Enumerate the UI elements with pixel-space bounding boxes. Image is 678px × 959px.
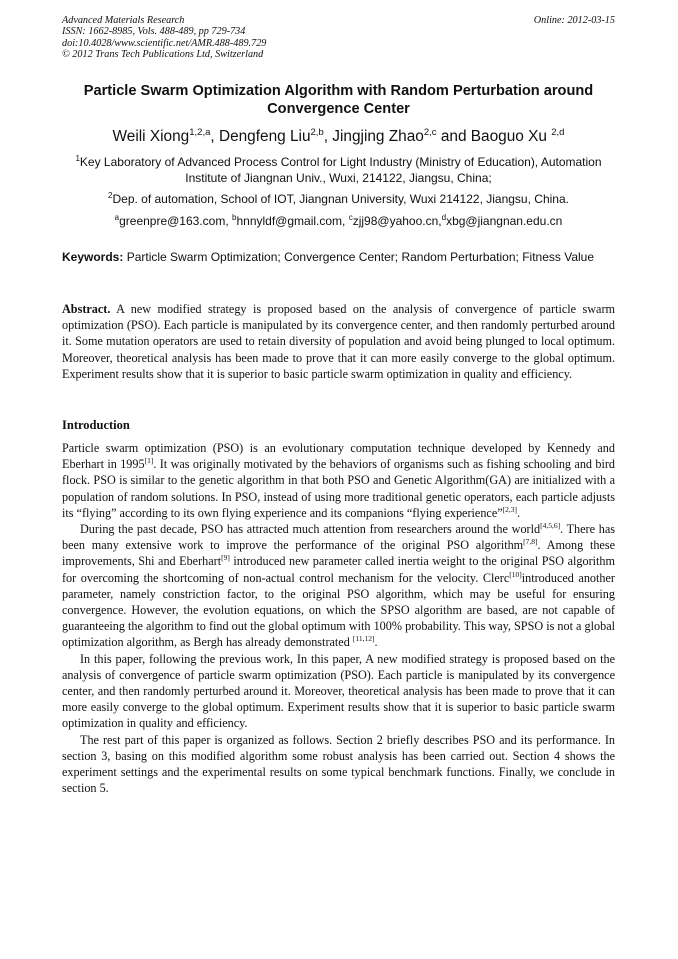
author-name: Dengfeng Liu (218, 128, 311, 145)
paragraph (62, 732, 615, 797)
paragraph (62, 521, 615, 651)
author-list (62, 128, 615, 146)
affiliation-mark: 1 (75, 154, 80, 163)
paragraph-text: . Among these improvements, Shi and Eberhart (62, 538, 615, 569)
email-mark: c (348, 213, 353, 222)
journal-header (62, 15, 442, 61)
paragraph-text: . There has been many extensive work to improve the performance of the original PSO algorithm (62, 522, 615, 553)
citation: [1] (144, 456, 154, 466)
affiliation-1 (62, 155, 615, 186)
journal-issn: ISSN: 1662-8985, Vols. 488-489, pp 729-734 (62, 26, 246, 38)
introduction-body (62, 440, 615, 796)
journal-doi: doi:10.4028/www.scientific.net/AMR.488-489.729 (62, 37, 267, 49)
affiliation-text: Dep. of automation, School of IOT, Jiangnan University, Wuxi 214122, Jiangsu, China. (112, 192, 569, 206)
keywords-label: Keywords: (62, 250, 124, 264)
paragraph-text: The rest part of this paper is organized as follows. Section 2 briefly describes PSO and its performance. In section 3, basing on this modified algorithm some robust analysis has been carried out. Section 4 shows the experiment settings and the experimental results on some typical benchmark functions. Finally, we conclude in section 5. (62, 732, 615, 796)
paper-title: Particle Swarm Optimization Algorithm with Random Perturbation around Convergence Center (83, 83, 594, 117)
journal-name: Advanced Materials Research (62, 15, 185, 26)
abstract-label: Abstract. (62, 302, 111, 316)
citation: [11,12] (352, 634, 375, 644)
affiliation-mark: 2 (108, 191, 113, 200)
keywords-text: Particle Swarm Optimization; Convergence Center; Random Perturbation; Fitness Value (123, 250, 595, 264)
email-address: zjj98@yahoo.cn, (352, 214, 442, 228)
paragraph-text: . It was originally motivated by the behaviors of organisms such as fishing schooling and bird flock. PSO is similar to the genetic algorithm in that both PSO and Genetic Algorithm(GA) are initialized with a population of random solutions. In PSO, instead of using more traditional genetic operators, each particle adjusts its “flying” according to its own flying experience and its companions “flying experience” (62, 457, 616, 520)
section-heading-introduction: Introduction (62, 418, 130, 432)
paragraph-text: During the past decade, PSO has attracted much attention from researchers around the world (80, 522, 541, 537)
paragraph-text: introduced another parameter, namely constriction factor, to the original PSO algorithm, which may be useful for ensuring convergence. However, the evolution equations, on which the SPSO algorithm are based, are not capable of guaranteeing the algorithm to find out the global optimum with 100% probability. This way, SPSO is not a global optimization algorithm, as Bergh has already demonstrated (62, 570, 615, 650)
author-affiliation-mark: 2,b (310, 127, 324, 138)
paragraph-text: introduced new parameter called inertia weight to the original PSO algorithm for overcoming the shortcoming of non-actual control mechanism for the velocity. Clerc (62, 554, 615, 585)
author-affiliation-mark: 2,c (423, 127, 437, 138)
abstract-text: A new modified strategy is proposed based on the analysis of convergence of particle swarm optimization (PSO). Each particle is manipulated by its convergence center, and then randomly perturbed around it. Some mutation operators are used to retain diversity of population and avoid being plunged to local optimum. Moreover, theoretical analysis has been made to prove that it can more easily converge to the global optimum. Experiment results show that it is superior to basic particle swarm optimization in quality and efficiency. (62, 302, 615, 381)
citation: [2,3] (502, 504, 518, 514)
email-address: greenpre@163.com, (119, 214, 233, 228)
email-address: hnnyldf@gmail.com, (236, 214, 349, 228)
author-separator: , (210, 128, 219, 145)
author-affiliation-mark: 1,2,a (189, 127, 211, 138)
paragraph-text: . (517, 505, 521, 520)
email-mark: a (114, 213, 120, 222)
paragraph-text: In this paper, following the previous work, In this paper, A new modified strategy is proposed based on the analysis of convergence of particle swarm optimization (PSO). Each particle is manipulated by its convergence center, and then randomly perturbed around it. Moreover, theoretical analysis has been made to prove that it can more easily converge to the global optimum. Experiment results show that it is superior to basic particle swarm optimization in quality and efficiency. (62, 651, 615, 731)
abstract (62, 301, 615, 382)
author-separator: and (436, 128, 471, 145)
paragraph-text: Particle swarm optimization (PSO) is an evolutionary computation technique developed by Kennedy and Eberhart in 1995 (62, 441, 615, 472)
keywords (62, 251, 615, 265)
email-mark: b (232, 213, 237, 222)
email-address: xbg@jiangnan.edu.cn (446, 214, 563, 228)
author-emails (62, 214, 615, 230)
author-name: Jingjing Zhao (332, 128, 424, 145)
author-affiliation-mark: 2,d (551, 127, 565, 138)
author-name: Weili Xiong (112, 128, 190, 145)
author-separator: , (323, 128, 333, 145)
paragraph (62, 651, 615, 732)
citation: [9] (221, 553, 230, 563)
affiliation-2 (62, 192, 615, 208)
citation: [7,8] (523, 537, 538, 547)
affiliation-text: Key Laboratory of Advanced Process Control for Light Industry (Ministry of Education), Automation Institute of Jiangnan Univ., Wuxi, 214122, Jiangsu, China; (79, 155, 602, 185)
citation: [10] (509, 569, 522, 579)
paragraph-text: . (374, 635, 378, 650)
email-mark: d (441, 213, 447, 222)
journal-copyright: © 2012 Trans Tech Publications Ltd, Switzerland (62, 49, 264, 61)
citation: [4,5,6] (540, 521, 561, 531)
author-name: Baoguo Xu (470, 128, 552, 145)
paragraph (62, 440, 615, 521)
online-date: Online: 2012-03-15 (533, 15, 615, 26)
